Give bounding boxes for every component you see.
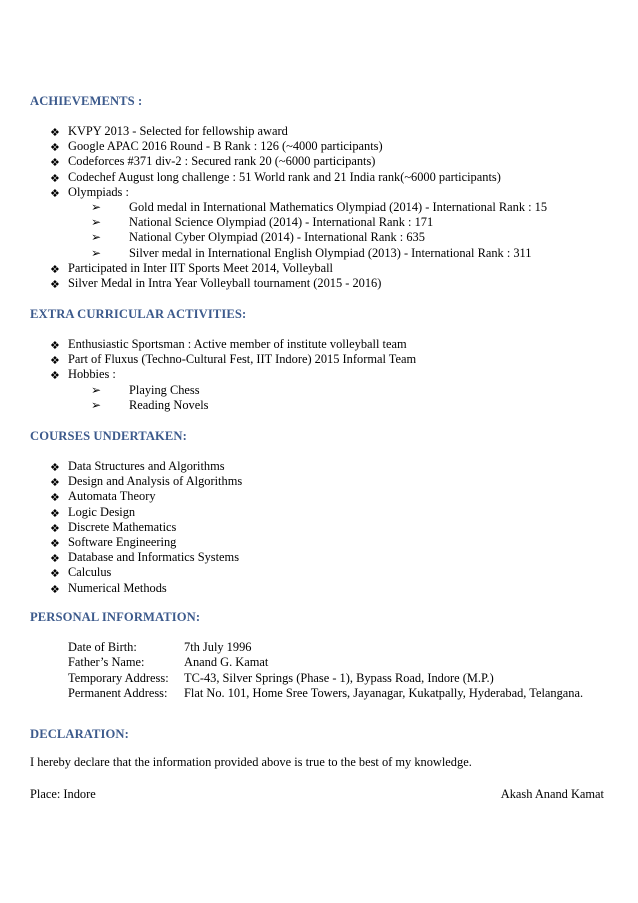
list-item: ❖ Logic Design — [50, 504, 136, 520]
list-item: ❖ Discrete Mathematics — [50, 519, 177, 535]
diamond-bullet-icon: ❖ — [50, 461, 60, 474]
achievements-list-continued — [50, 261, 381, 291]
diamond-bullet-icon: ❖ — [50, 506, 60, 520]
arrow-bullet-icon: ➢ — [91, 383, 102, 397]
signature-name: Akash Anand Kamat — [500, 787, 604, 801]
diamond-bullet-icon: ❖ — [50, 521, 60, 535]
info-value: Flat No. 101, Home Sree Towers, Jayanagar, Kukatpally, Hyderabad, Telangana. — [184, 686, 584, 701]
diamond-bullet-icon: ❖ — [50, 126, 60, 139]
diamond-bullet-icon: ❖ — [50, 491, 60, 505]
list-item: ❖ Silver Medal in Intra Year Volleyball tournament (2015 - 2016) — [50, 276, 382, 292]
list-item: ❖ Google APAC 2016 Round - B Rank : 126 (~4000 participants) — [50, 139, 383, 155]
list-item: ❖ Codeforces #371 div-2 : Secured rank 20 (~6000 participants) — [50, 154, 376, 170]
diamond-bullet-icon: ❖ — [50, 476, 60, 490]
list-item: ❖ Part of Fluxus (Techno-Cultural Fest, IIT Indore) 2015 Informal Team — [50, 352, 417, 368]
list-item: ❖ Database and Informatics Systems — [50, 550, 240, 566]
sub-list-item: ➢ Playing Chess — [91, 383, 200, 397]
list-item: ❖ Enthusiastic Sportsman : Active member of institute volleyball team — [50, 337, 407, 352]
arrow-bullet-icon: ➢ — [91, 200, 102, 214]
declaration-heading: DECLARATION: — [30, 727, 129, 741]
place-text: Place: Indore — [30, 787, 96, 801]
sub-list-item: ➢ Reading Novels — [91, 398, 209, 413]
diamond-bullet-icon: ❖ — [50, 278, 60, 292]
sub-list-item: ➢ National Cyber Olympiad (2014) - International Rank : 635 — [91, 230, 425, 245]
sub-list-item: ➢ Gold medal in International Mathematics Olympiad (2014) - International Rank : 15 — [91, 200, 548, 214]
arrow-bullet-icon: ➢ — [91, 398, 102, 413]
diamond-bullet-icon: ❖ — [50, 171, 60, 185]
extra-curricular-list — [50, 337, 416, 383]
list-item: ❖ Hobbies : — [50, 367, 116, 383]
list-item: ❖ Participated in Inter IIT Sports Meet 2014, Volleyball — [50, 261, 333, 276]
info-value: 7th July 1996 — [184, 640, 252, 654]
list-item: ❖ Automata Theory — [50, 489, 156, 505]
info-label: Temporary Address: — [68, 670, 169, 685]
diamond-bullet-icon: ❖ — [50, 156, 60, 170]
diamond-bullet-icon: ❖ — [50, 339, 60, 352]
diamond-bullet-icon: ❖ — [50, 369, 60, 383]
info-value: TC-43, Silver Springs (Phase - 1), Bypass Road, Indore (M.P.) — [184, 670, 494, 685]
info-label: Date of Birth: — [68, 640, 137, 654]
list-item: ❖ Codechef August long challenge : 51 World rank and 21 India rank(~6000 participants) — [50, 169, 501, 185]
list-item: ❖ KVPY 2013 - Selected for fellowship award — [50, 124, 288, 139]
info-value: Anand G. Kamat — [184, 655, 269, 670]
courses-list — [50, 459, 242, 596]
info-label: Father’s Name: — [68, 655, 145, 670]
list-item: ❖ Design and Analysis of Algorithms — [50, 474, 243, 490]
achievements-list — [50, 124, 501, 200]
declaration-text: I hereby declare that the information provided above is true to the best of my knowledge. — [30, 755, 472, 769]
diamond-bullet-icon: ❖ — [50, 263, 60, 276]
sub-list-item: ➢ Silver medal in International English Olympiad (2013) - International Rank : 311 — [91, 245, 532, 260]
diamond-bullet-icon: ❖ — [50, 552, 60, 566]
arrow-bullet-icon: ➢ — [91, 245, 102, 260]
diamond-bullet-icon: ❖ — [50, 354, 60, 368]
diamond-bullet-icon: ❖ — [50, 582, 60, 596]
list-item: ❖ Software Engineering — [50, 534, 177, 550]
diamond-bullet-icon: ❖ — [50, 567, 60, 581]
list-item: ❖ Data Structures and Algorithms — [50, 459, 225, 474]
achievements-heading: ACHIEVEMENTS : — [30, 94, 143, 108]
sub-list-item: ➢ National Science Olympiad (2014) - International Rank : 171 — [91, 215, 434, 230]
courses-heading: COURSES UNDERTAKEN: — [30, 429, 187, 443]
extra-curricular-heading: EXTRA CURRICULAR ACTIVITIES: — [30, 307, 247, 321]
olympiads-sublist — [70, 200, 547, 261]
list-item: ❖ Calculus — [50, 565, 112, 581]
info-label: Permanent Address: — [68, 686, 168, 701]
diamond-bullet-icon: ❖ — [50, 186, 60, 200]
arrow-bullet-icon: ➢ — [91, 215, 102, 230]
list-item: ❖ Olympiads : — [50, 184, 129, 200]
hobbies-sublist — [70, 383, 209, 413]
diamond-bullet-icon: ❖ — [50, 141, 60, 155]
diamond-bullet-icon: ❖ — [50, 536, 60, 550]
arrow-bullet-icon: ➢ — [91, 230, 102, 245]
list-item: ❖ Numerical Methods — [50, 580, 167, 596]
personal-info-heading: PERSONAL INFORMATION: — [30, 610, 201, 624]
